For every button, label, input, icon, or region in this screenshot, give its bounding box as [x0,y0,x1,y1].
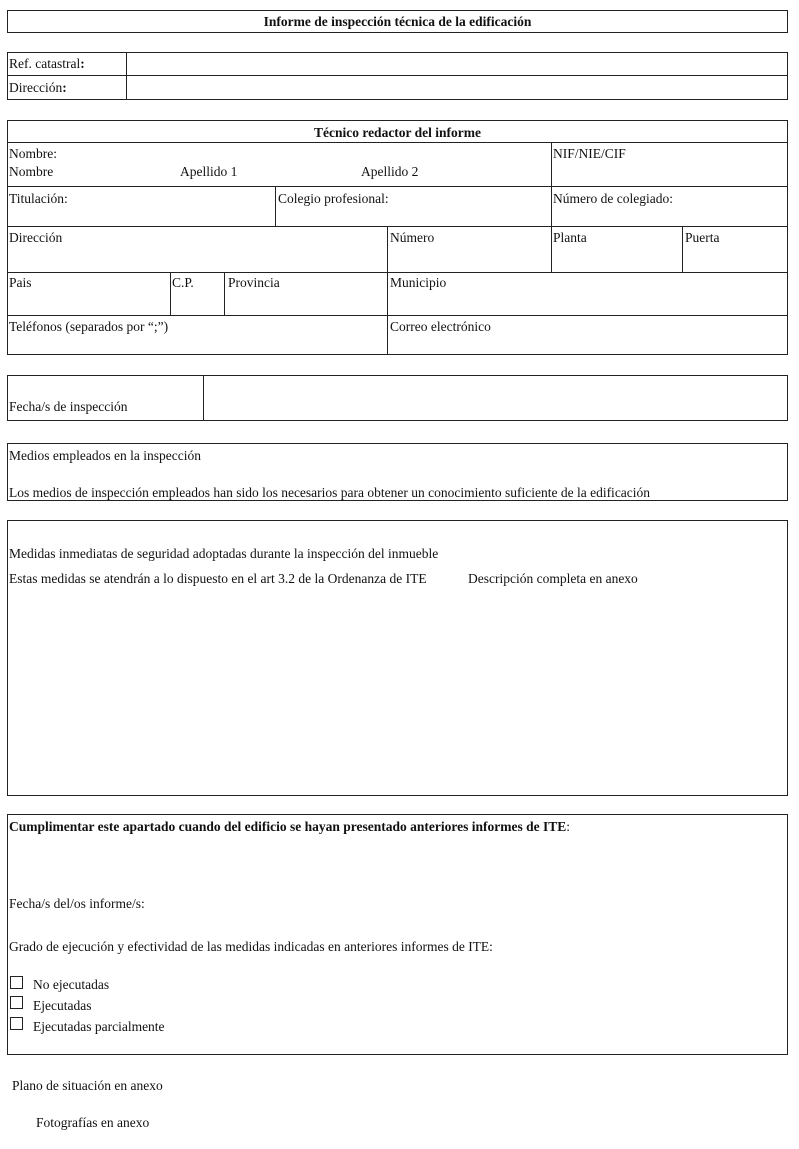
pais-label: Pais [9,275,32,290]
measures-text: Estas medidas se atendrán a lo dispuesto en el art 3.2 de la Ordenanza de ITE [9,571,427,586]
telefonos-label: Teléfonos (separados por “;”) [9,319,169,334]
divider [7,226,788,227]
ejecutadas-checkbox[interactable] [10,996,23,1009]
ejecutadas-label: Ejecutadas [33,998,92,1013]
divider [7,272,788,273]
cp-label: C.P. [172,275,194,290]
divider [126,52,127,100]
technician-header: Técnico redactor del informe [313,125,482,140]
fotos-annex-text: Fotografías en anexo [36,1115,150,1130]
previous-grade-label: Grado de ejecución y efectividad de las medidas indicadas en anteriores informes de ITE: [9,939,493,954]
numero-label: Número [390,230,435,245]
means-heading: Medios empleados en la inspección [9,448,201,463]
address-input[interactable] [130,78,784,97]
measures-annex: Descripción completa en anexo [468,571,638,586]
divider [7,75,788,76]
plano-annex-text: Plano de situación en anexo [12,1078,163,1093]
no-ejecutadas-checkbox[interactable] [10,976,23,989]
puerta-label: Puerta [685,230,720,245]
planta-label: Planta [553,230,587,245]
correo-label: Correo electrónico [390,319,491,334]
measures-heading: Medidas inmediatas de seguridad adoptadas durante la inspección del inmueble [9,546,439,561]
colegio-label: Colegio profesional: [278,191,389,206]
inspection-date-label: Fecha/s de inspección [9,399,128,414]
means-text: Los medios de inspección empleados han sido los necesarios para obtener un conocimiento suficiente de la edificación [9,485,651,500]
divider [7,186,788,187]
divider [275,186,276,226]
direccion-label: Dirección [9,230,63,245]
divider [551,142,552,226]
divider [7,315,788,316]
previous-dates-label: Fecha/s del/os informe/s: [9,896,145,911]
titulacion-label: Titulación: [9,191,68,206]
divider [203,375,204,421]
apellido1-label: Apellido 1 [180,164,238,179]
num-colegiado-label: Número de colegiado: [553,191,673,206]
divider [224,272,225,315]
previous-heading: Cumplimentar este apartado cuando del edificio se hayan presentado anteriores informes de ITE: [9,819,571,834]
name-label: Nombre: [9,146,57,161]
municipio-label: Municipio [390,275,447,290]
divider [170,272,171,315]
divider [551,226,552,272]
apellido2-label: Apellido 2 [361,164,419,179]
page-title: Informe de inspección técnica de la edificación [263,14,532,29]
divider [387,226,388,355]
address-label: Dirección: [9,80,67,95]
divider [682,226,683,272]
ejecutadas-parcialmente-label: Ejecutadas parcialmente [33,1019,165,1034]
provincia-label: Provincia [228,275,280,290]
ejecutadas-parcialmente-checkbox[interactable] [10,1017,23,1030]
ref-catastral-input[interactable] [130,54,784,73]
nombre-label: Nombre [9,164,54,179]
nif-label: NIF/NIE/CIF [553,146,626,161]
divider [7,142,788,143]
ref-catastral-label: Ref. catastral: [9,56,85,71]
inspection-date-input[interactable] [208,380,784,416]
no-ejecutadas-label: No ejecutadas [33,977,110,992]
